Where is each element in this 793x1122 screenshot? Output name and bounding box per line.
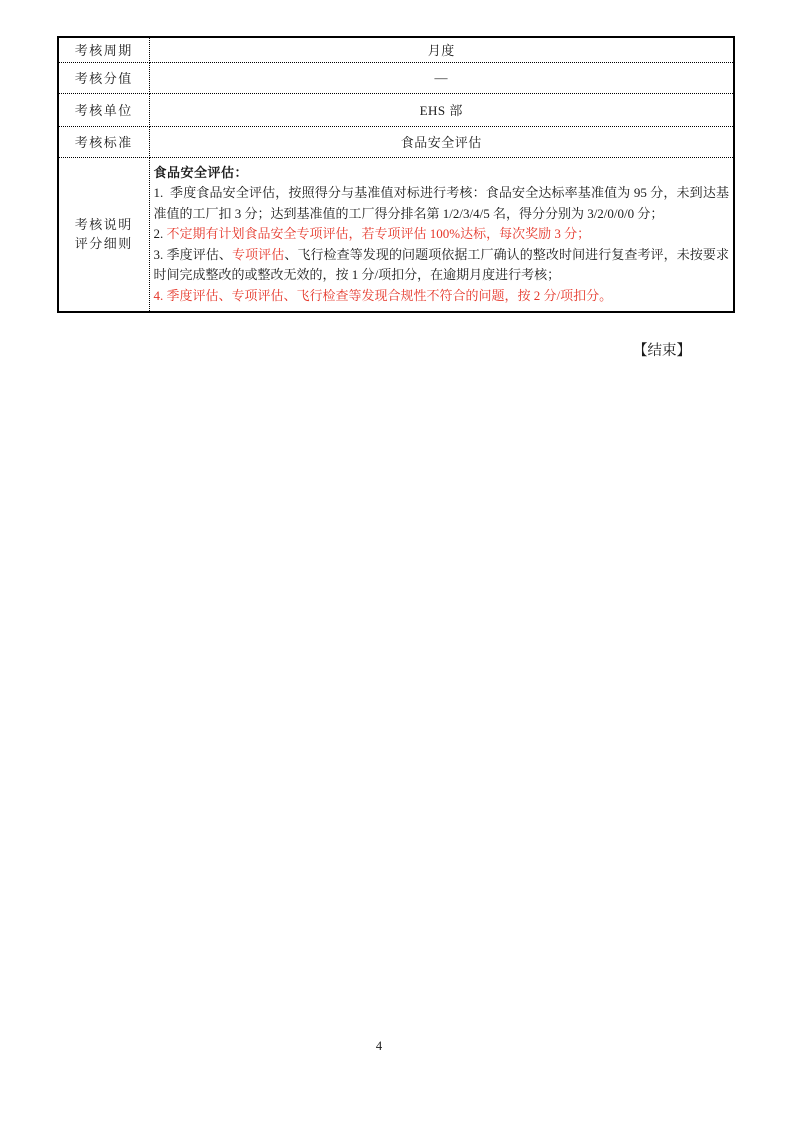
text-segment: 2. <box>153 226 167 242</box>
row-label-period: 考核周期 <box>58 37 149 62</box>
assessment-table <box>57 36 735 313</box>
row-label-detail <box>58 157 149 312</box>
table-row <box>58 157 734 312</box>
text-segment-red: 专项评估 <box>231 246 285 262</box>
row-value-unit: EHS 部 <box>149 93 734 126</box>
text-segment: 3. 季度评估、 <box>153 246 232 262</box>
detail-paragraph <box>154 224 730 245</box>
detail-paragraph <box>154 286 730 307</box>
row-label-unit: 考核单位 <box>58 93 149 126</box>
detail-paragraph <box>154 183 730 224</box>
detail-label-line: 考核说明 <box>74 217 133 233</box>
text-segment: 、飞行检查等发现的问题项依据工厂确认的整改时间进行复查考评，未按要求时间完成整改的或整改无效的，按 1 分/项扣分，在逾期月度进行考核； <box>153 246 729 283</box>
row-label-standard: 考核标准 <box>58 126 149 157</box>
end-marker: 【结束】 <box>633 343 691 359</box>
row-value-score: — <box>149 62 734 93</box>
detail-paragraph <box>154 245 730 286</box>
detail-heading: 食品安全评估： <box>153 164 249 180</box>
detail-label-line: 评分细则 <box>74 236 133 252</box>
table-row <box>58 93 734 126</box>
table-row <box>58 62 734 93</box>
row-value-period: 月度 <box>149 37 734 62</box>
row-value-standard: 食品安全评估 <box>149 126 734 157</box>
detail-cell <box>149 157 734 312</box>
text-segment: 1. 季度食品安全评估，按照得分与基准值对标进行考核：食品安全达标率基准值为 95 分，未到达基准值的工厂扣 3 分；达到基准值的工厂得分排名第 1/2/3/4/5 名，得分分别为 3/2/0/0/0 分； <box>153 185 729 221</box>
text-segment-red: 4. 季度评估、专项评估、飞行检查等发现合规性不符合的问题，按 2 分/项扣分。 <box>153 288 613 304</box>
row-label-score: 考核分值 <box>58 62 149 93</box>
table-row <box>58 37 734 62</box>
text-segment-red: 不定期有计划食品安全专项评估，若专项评估 100%达标，每次奖励 3 分； <box>166 226 591 242</box>
page-number: 4 <box>375 1039 383 1053</box>
table-row <box>58 126 734 157</box>
